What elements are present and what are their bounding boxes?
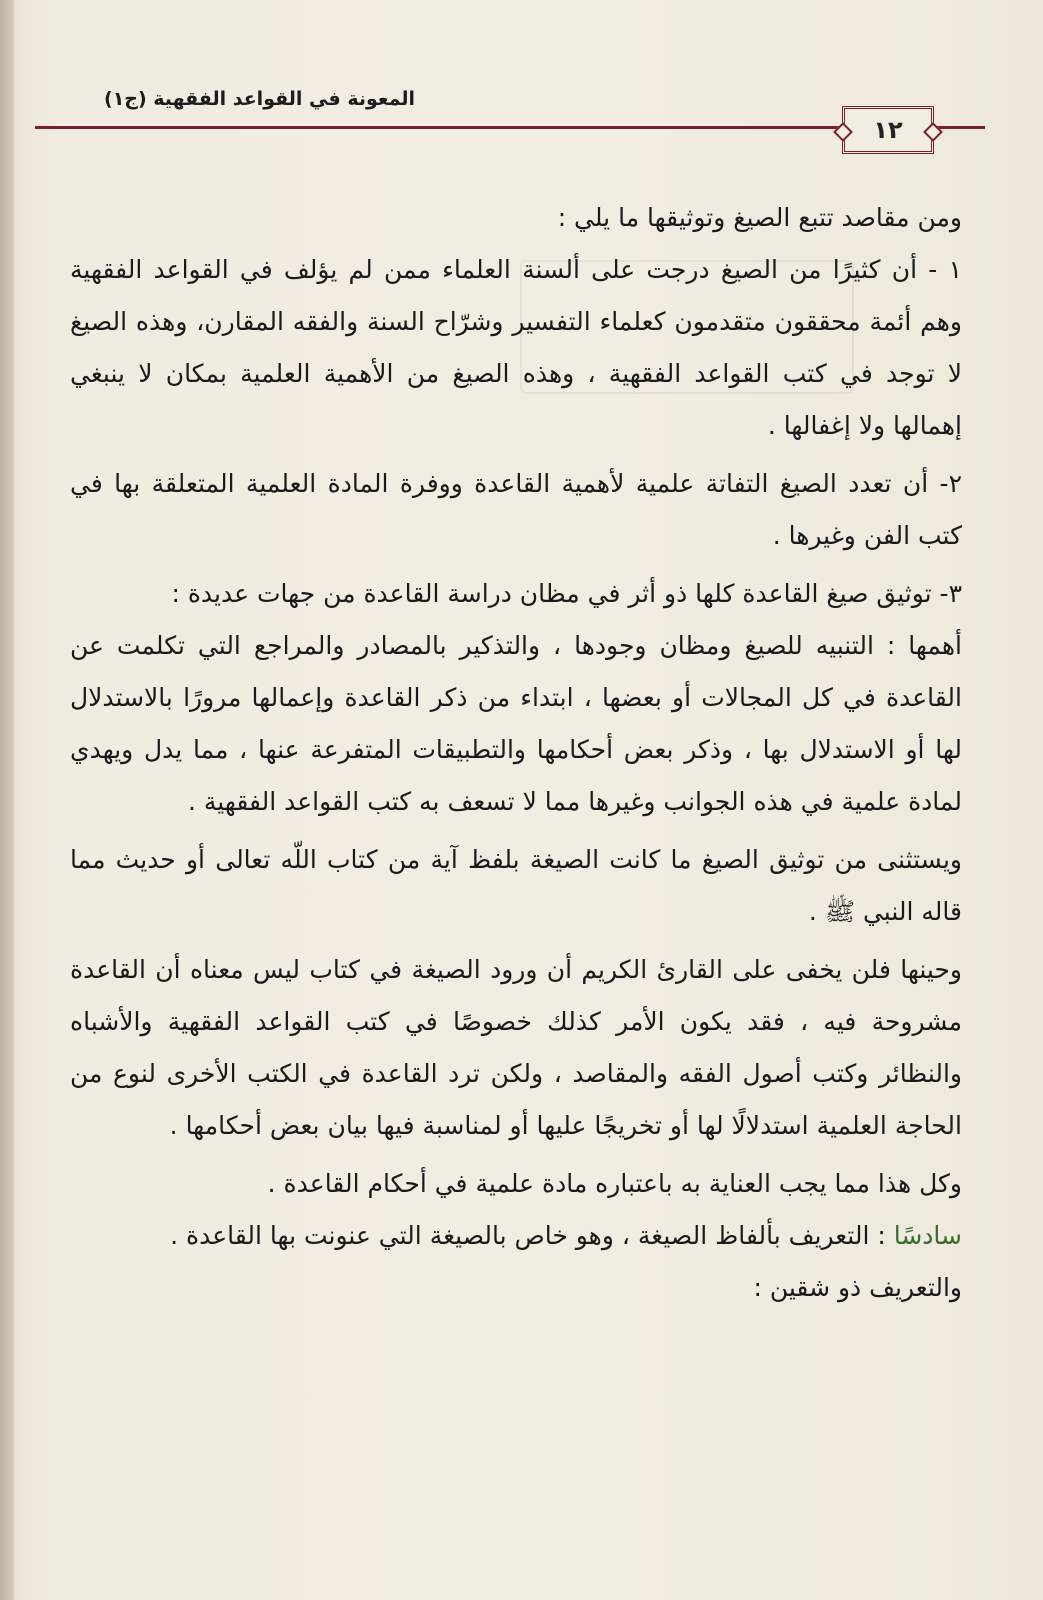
clarification-paragraph: وحينها فلن يخفى على القارئ الكريم أن ورود الصيغة في كتاب ليس معناه أن القاعدة مشروحة فيه ، فقد يكون الأمر كذلك خصوصًا في كتب القواعد الفقهية والأشباه والنظائر وكتب أصول الفقه والمقاصد ، ولكن ترد القاعدة في الكتب الأخرى لنوع من الحاجة العلمية استدلالًا لها أو تخريجًا عليها أو لمناسبة فيها بيان بعض أحكامها . [70, 955, 962, 1140]
section-six-label: سادسًا [893, 1221, 962, 1250]
point-one-paragraph: ١ - أن كثيرًا من الصيغ درجت على ألسنة العلماء ممن لم يؤلف في القواعد الفقهية وهم أئمة محققون متقدمون كعلماء التفسير وشرّاح السنة والفقه المقارن، وهذه الصيغ لا توجد في كتب القواعد الفقهية ، وهذه الصيغ من الأهمية العلمية بمكان لا ينبغي إهمالها ولا إغفالها . [70, 255, 962, 440]
point-two-paragraph: ٢- أن تعدد الصيغ التفاتة علمية لأهمية القاعدة ووفرة المادة العلمية المتعلقة بها في كتب الفن وغيرها . [70, 469, 962, 550]
point-three-paragraph: ٣- توثيق صيغ القاعدة كلها ذو أثر في مظان دراسة القاعدة من جهات عديدة : [171, 579, 962, 608]
page-number: ١٢ [842, 106, 934, 154]
exception-paragraph: ويستثنى من توثيق الصيغ ما كانت الصيغة بلفظ آية من كتاب اللّه تعالى أو حديث مما قاله النبي ﷺ . [70, 845, 962, 926]
intro-paragraph: ومن مقاصد تتبع الصيغ وتوثيقها ما يلي : [557, 203, 962, 232]
section-six-text: : التعريف بألفاظ الصيغة ، وهو خاص بالصيغة التي عنونت بها القاعدة . [170, 1221, 894, 1250]
page-header [20, 78, 1020, 188]
page-body [70, 192, 962, 1314]
summary-paragraph: وكل هذا مما يجب العناية به باعتباره مادة علمية في أحكام القاعدة . [267, 1169, 962, 1198]
main-aspects-paragraph: أهمها : التنبيه للصيغ ومظان وجودها ، والتذكير بالمصادر والمراجع التي تكلمت عن القاعدة في كل المجالات أو بعضها ، ابتداء من ذكر القاعدة وإعمالها مرورًا بالاستدلال لها أو الاستدلال بها ، وذكر بعض أحكامها والتطبيقات المتفرعة عنها ، مما يدل ويهدي لمادة علمية في هذه الجوانب وغيرها مما لا تسعف به كتب القواعد الفقهية . [70, 631, 962, 816]
running-title: المعونة في القواعد الفقهية (ج١) [104, 88, 415, 110]
section-six-paragraph [70, 1210, 962, 1262]
book-spine [0, 0, 14, 1600]
definition-intro-paragraph: والتعريف ذو شقين : [753, 1273, 962, 1302]
